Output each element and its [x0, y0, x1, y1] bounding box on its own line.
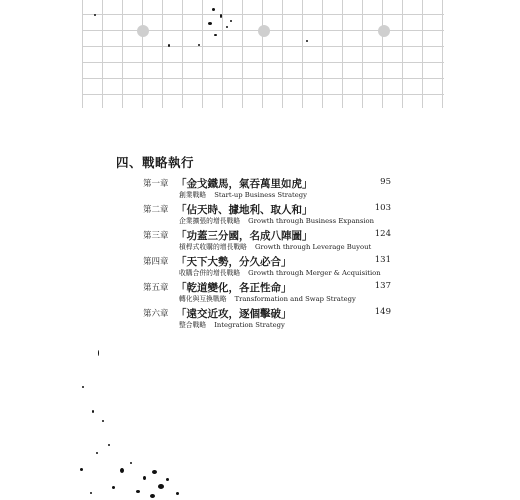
toc-entry[interactable]: [0, 307, 520, 333]
page-number: 103: [374, 203, 391, 213]
subtitle-en: Growth through Merger & Acquisition: [248, 269, 381, 277]
chapter-subtitle: [179, 319, 285, 329]
chapter-title: 「乾道變化，各正性命」: [176, 282, 292, 294]
chapter-title: 「遠交近攻，逐個擊破」: [176, 308, 292, 320]
subtitle-en: Start-up Business Strategy: [214, 191, 307, 199]
grid-decoration: [82, 0, 444, 108]
subtitle-en: Growth through Business Expansion: [248, 217, 375, 225]
subtitle-zh: 整合戰略: [179, 321, 207, 329]
page-number: 124: [374, 229, 391, 239]
toc-entry[interactable]: [0, 281, 520, 307]
chapter-subtitle: [179, 215, 374, 225]
toc-entry[interactable]: [0, 229, 520, 255]
subtitle-zh: 轉化與互換戰略: [179, 295, 227, 303]
chapter-number: 第四章: [143, 257, 169, 267]
chapter-subtitle: [179, 267, 381, 277]
chapter-subtitle: [179, 241, 371, 251]
chapter-title: 「佔天時、據地利、取人和」: [176, 204, 313, 216]
chapter-number: 第一章: [143, 179, 169, 189]
chapter-number: 第二章: [143, 205, 169, 215]
toc-entry[interactable]: [0, 255, 520, 281]
grid-dot: [378, 25, 390, 37]
subtitle-en: Transformation and Swap Strategy: [234, 295, 356, 303]
page-number: 95: [380, 177, 391, 187]
subtitle-zh: 企業擴張的增長戰略: [179, 217, 241, 225]
chapter-number: 第六章: [143, 309, 169, 319]
grid-dot: [258, 25, 270, 37]
subtitle-zh: 收購合併的增長戰略: [179, 269, 241, 277]
chapter-subtitle: [179, 189, 307, 199]
page-number: 131: [374, 255, 391, 265]
toc-entry[interactable]: [0, 177, 520, 203]
chapter-number: 第五章: [143, 283, 169, 293]
chapter-subtitle: [179, 293, 356, 303]
section-title: 四、戰略執行: [116, 155, 195, 170]
subtitle-en: Growth through Leverage Buyout: [254, 243, 372, 251]
subtitle-zh: 槓桿式收購的增長戰略: [179, 243, 247, 251]
page-number: 149: [374, 307, 391, 317]
subtitle-zh: 創業戰略: [179, 191, 207, 199]
page-number: 137: [374, 281, 391, 291]
chapter-number: 第三章: [143, 231, 169, 241]
chapter-title: 「功蓋三分國，名成八陣圖」: [176, 230, 313, 242]
chapter-title: 「天下大勢，分久必合」: [176, 256, 292, 268]
grid-dot: [137, 25, 149, 37]
chapter-title: 「金戈鐵馬，氣吞萬里如虎」: [176, 178, 313, 190]
subtitle-en: Integration Strategy: [214, 321, 285, 329]
toc-entry[interactable]: [0, 203, 520, 229]
